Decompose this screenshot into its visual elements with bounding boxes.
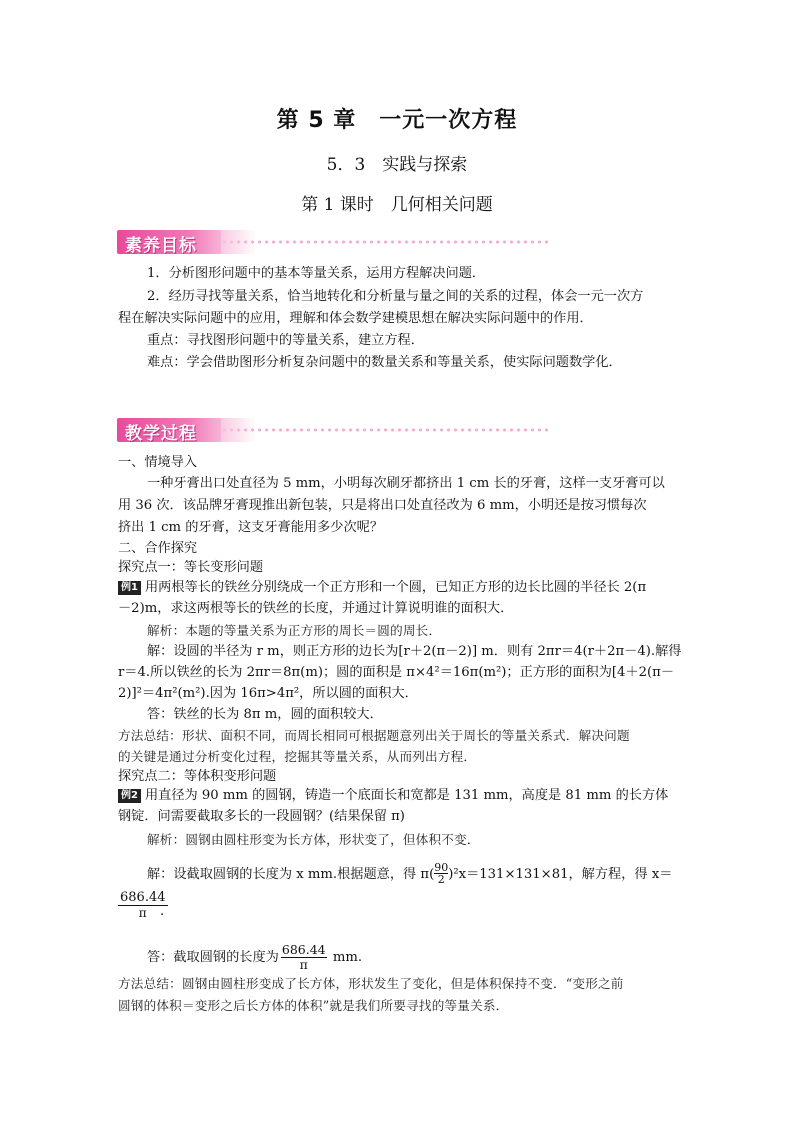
goal-2-line-1: 2．经历寻找等量关系，恰当地转化和分析量与量之间的关系的过程，体会一元一次方 bbox=[147, 289, 644, 304]
summary-1-line-1: 方法总结：形状、面积不同，而周长相同可根据题意列出关于周长的等量关系式．解决问题 bbox=[118, 728, 630, 743]
analysis-1: 解析：本题的等量关系为正方形的周长＝圆的周长． bbox=[147, 623, 442, 638]
section-title: 5．3 实践与探索 bbox=[326, 155, 468, 175]
example-1-line-2: －2)m，求这两根等长的铁丝的长度，并通过计算说明谁的面积大． bbox=[118, 601, 514, 616]
intro-line-3: 挤出 1 cm 的牙膏，这支牙膏能用多少次呢？ bbox=[118, 520, 384, 535]
answer-2-line bbox=[147, 943, 680, 972]
explore-point-2: 探究点二：等体积变形问题 bbox=[118, 769, 277, 784]
answer-2-fraction-den: π bbox=[299, 957, 308, 972]
analysis-2: 解析：圆钢由圆柱形变为长方体，形状变了，但体积不变． bbox=[147, 832, 480, 847]
result-fraction-num: 686.44 bbox=[120, 890, 166, 905]
answer-2-fraction bbox=[281, 943, 327, 972]
result-fraction-tail: . bbox=[160, 904, 165, 919]
example-2-line-2: 钢锭．问需要截取多长的一段圆钢？(结果保留 π) bbox=[118, 809, 405, 824]
solution-2-suffix: )²x＝131×131×81，解方程，得 x＝ bbox=[448, 867, 673, 882]
radius-fraction-num: 90 bbox=[434, 861, 449, 874]
example-1-tag: 例1 bbox=[118, 581, 141, 595]
chapter-title: 第 5 章 一元一次方程 bbox=[276, 108, 518, 133]
goal-2-line-2: 程在解决实际问题中的应用，理解和体会数学建模思想在解决实际问题中的作用． bbox=[118, 311, 593, 326]
difficult-point: 难点：学会借助图形分析复杂问题中的数量关系和等量关系，使实际问题数学化． bbox=[147, 355, 622, 370]
example-1-text: 用两根等长的铁丝分别绕成一个正方形和一个圆，已知正方形的边长比圆的半径长 2(π bbox=[144, 580, 647, 595]
example-2-line-1 bbox=[118, 788, 680, 804]
solution-2-prefix: 解：设截取圆钢的长度为 x mm.根据题意，得 π( bbox=[147, 867, 435, 882]
answer-2-fraction-num: 686.44 bbox=[281, 942, 326, 957]
lesson-title: 第 1 课时 几何相关问题 bbox=[301, 195, 493, 215]
heading-situation: 一、情境导入 bbox=[118, 455, 198, 470]
answer-2-prefix: 答：截取圆钢的长度为 bbox=[147, 950, 279, 965]
example-2-tag: 例2 bbox=[118, 789, 141, 803]
summary-1-line-2: 的关键是通过分析变化过程，挖掘其等量关系，从而列出方程． bbox=[118, 749, 477, 764]
goals-banner bbox=[117, 230, 437, 256]
radius-fraction-den: 2 bbox=[437, 873, 445, 886]
result-fraction-den: π bbox=[138, 906, 147, 920]
process-banner-label: 教学过程 bbox=[125, 424, 197, 444]
radius-fraction bbox=[434, 862, 448, 885]
intro-line-1: 一种牙膏出口处直径为 5 mm，小明每次刷牙都挤出 1 cm 长的牙膏，这样一支牙膏可以 bbox=[147, 476, 665, 491]
explore-point-1: 探究点一：等长变形问题 bbox=[118, 560, 264, 575]
summary-2-line-2: 圆钢的体积＝变形之后长方体的体积”就是我们所要寻找的等量关系． bbox=[118, 998, 509, 1013]
solution-2-line bbox=[147, 862, 680, 885]
goals-banner-label: 素养目标 bbox=[125, 236, 197, 256]
solution-1-line-2: r＝4.所以铁丝的长为 2πr＝8π(m)；圆的面积是 π×4²＝16π(m²)；正方形的面积为[4＋2(π－ bbox=[118, 665, 675, 680]
solution-1-line-1: 解：设圆的半径为 r m，则正方形的边长为[r＋2(π－2)] m．则有 2πr＝4(r＋2π－4).解得 bbox=[147, 644, 682, 659]
answer-2-suffix: mm. bbox=[328, 950, 363, 965]
key-point: 重点：寻找图形问题中的等量关系，建立方程． bbox=[147, 333, 424, 348]
example-1-line-1 bbox=[118, 580, 680, 596]
solution-1-line-3: 2)]²＝4π²(m²).因为 16π>4π²，所以圆的面积大． bbox=[118, 686, 418, 701]
example-2-text: 用直径为 90 mm 的圆钢，铸造一个底面长和宽都是 131 mm，高度是 81 mm 的长方体 bbox=[144, 788, 669, 803]
heading-explore: 二、合作探究 bbox=[118, 541, 198, 556]
goal-1: 1．分析图形问题中的基本等量关系，运用方程解决问题． bbox=[147, 266, 486, 281]
answer-1: 答：铁丝的长为 8π m，圆的面积较大． bbox=[147, 707, 383, 722]
process-banner bbox=[117, 418, 437, 444]
intro-line-2: 用 36 次．该品牌牙膏现推出新包装，只是将出口处直径改为 6 mm，小明还是按习惯每次 bbox=[118, 498, 647, 513]
summary-2-line-1: 方法总结：圆钢由圆柱形变成了长方体，形状发生了变化，但是体积保持不变．“变形之前 bbox=[118, 976, 624, 991]
